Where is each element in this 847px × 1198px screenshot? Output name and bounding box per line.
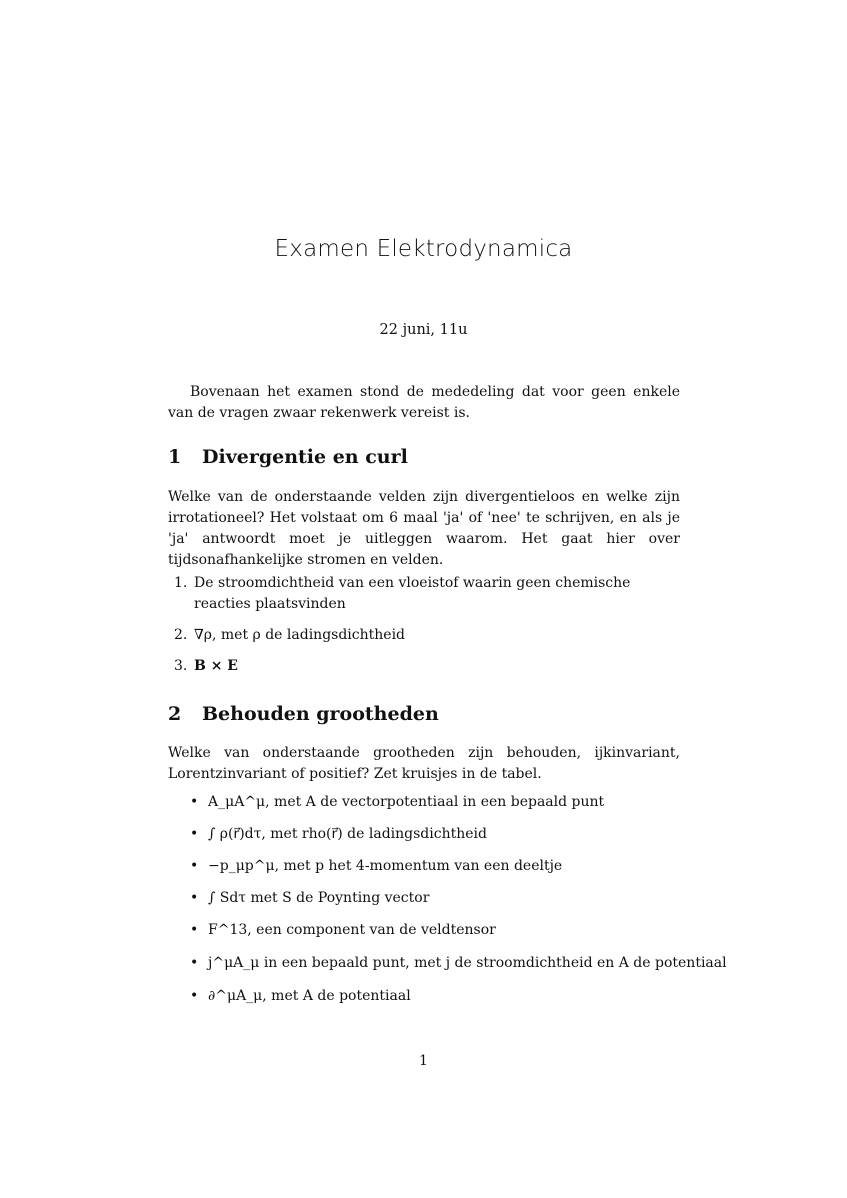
bullet-icon: • (190, 794, 199, 810)
list-item-number: 3. (174, 658, 188, 674)
section-2-heading (168, 703, 439, 725)
bullet-icon: • (190, 955, 199, 971)
section-title: Divergentie en curl (202, 446, 408, 468)
document-title: Examen Elektrodynamica (274, 236, 573, 262)
bullet-item (190, 920, 690, 941)
bullet-icon: • (190, 826, 199, 842)
bullet-item (190, 856, 690, 877)
list-item-text: B × E (194, 658, 238, 674)
list-item-number: 1. (174, 575, 188, 591)
bullet-text: F^13, een component van de veldtensor (208, 922, 496, 938)
section-1-text: Welke van de onderstaande velden zijn divergentieloos en welke zijn irrotationeel? Het volstaat om 6 maal 'ja' of 'nee' te schrijven, en als je 'ja' antwoordt moet je uitleggen waarom. Het gaat hier over tijdsonafhankelijke stromen en velden. (168, 489, 680, 568)
list-item (174, 573, 680, 615)
bullet-icon: • (190, 890, 199, 906)
list-item (174, 625, 680, 646)
section-1-heading (168, 446, 408, 468)
list-item (174, 656, 680, 677)
bullet-item (190, 986, 690, 1007)
bullet-icon: • (190, 988, 199, 1004)
section-number: 2 (168, 703, 182, 725)
intro-paragraph: Bovenaan het examen stond de mededeling dat voor geen enkele van de vragen zwaar rekenwerk vereist is. (168, 384, 680, 421)
bullet-text: −p_μp^μ, met p het 4-momentum van een deeltje (208, 858, 563, 874)
bullet-item (190, 953, 727, 974)
bullet-text: ∫ ρ(r⃗)dτ, met rho(r⃗) de ladingsdichtheid (208, 826, 487, 842)
bullet-icon: • (190, 922, 199, 938)
bullet-text: j^μA_μ in een bepaald punt, met j de stroomdichtheid en A de potentiaal (208, 955, 727, 971)
bullet-item (190, 792, 690, 813)
bullet-item (190, 824, 690, 845)
page-number: 1 (419, 1053, 428, 1069)
list-item-text: ∇ρ, met ρ de ladingsdichtheid (194, 627, 406, 643)
bullet-text: ∂^μA_μ, met A de potentiaal (208, 988, 411, 1004)
section-2-text: Welke van onderstaande grootheden zijn behouden, ijkinvariant, Lorentzinvariant of positief? Zet kruisjes in de tabel. (168, 745, 680, 782)
section-title: Behouden grootheden (202, 703, 439, 725)
bullet-icon: • (190, 858, 199, 874)
list-item-text: De stroomdichtheid van een vloeistof waarin geen chemische reacties plaatsvinden (194, 575, 631, 612)
bullet-item (190, 888, 690, 909)
bullet-text: ∫ Sdτ met S de Poynting vector (208, 890, 430, 906)
section-number: 1 (168, 446, 182, 468)
list-item-number: 2. (174, 627, 188, 643)
document-date: 22 juni, 11u (379, 322, 468, 338)
bullet-text: A_μA^μ, met A de vectorpotentiaal in een bepaald punt (208, 794, 605, 810)
